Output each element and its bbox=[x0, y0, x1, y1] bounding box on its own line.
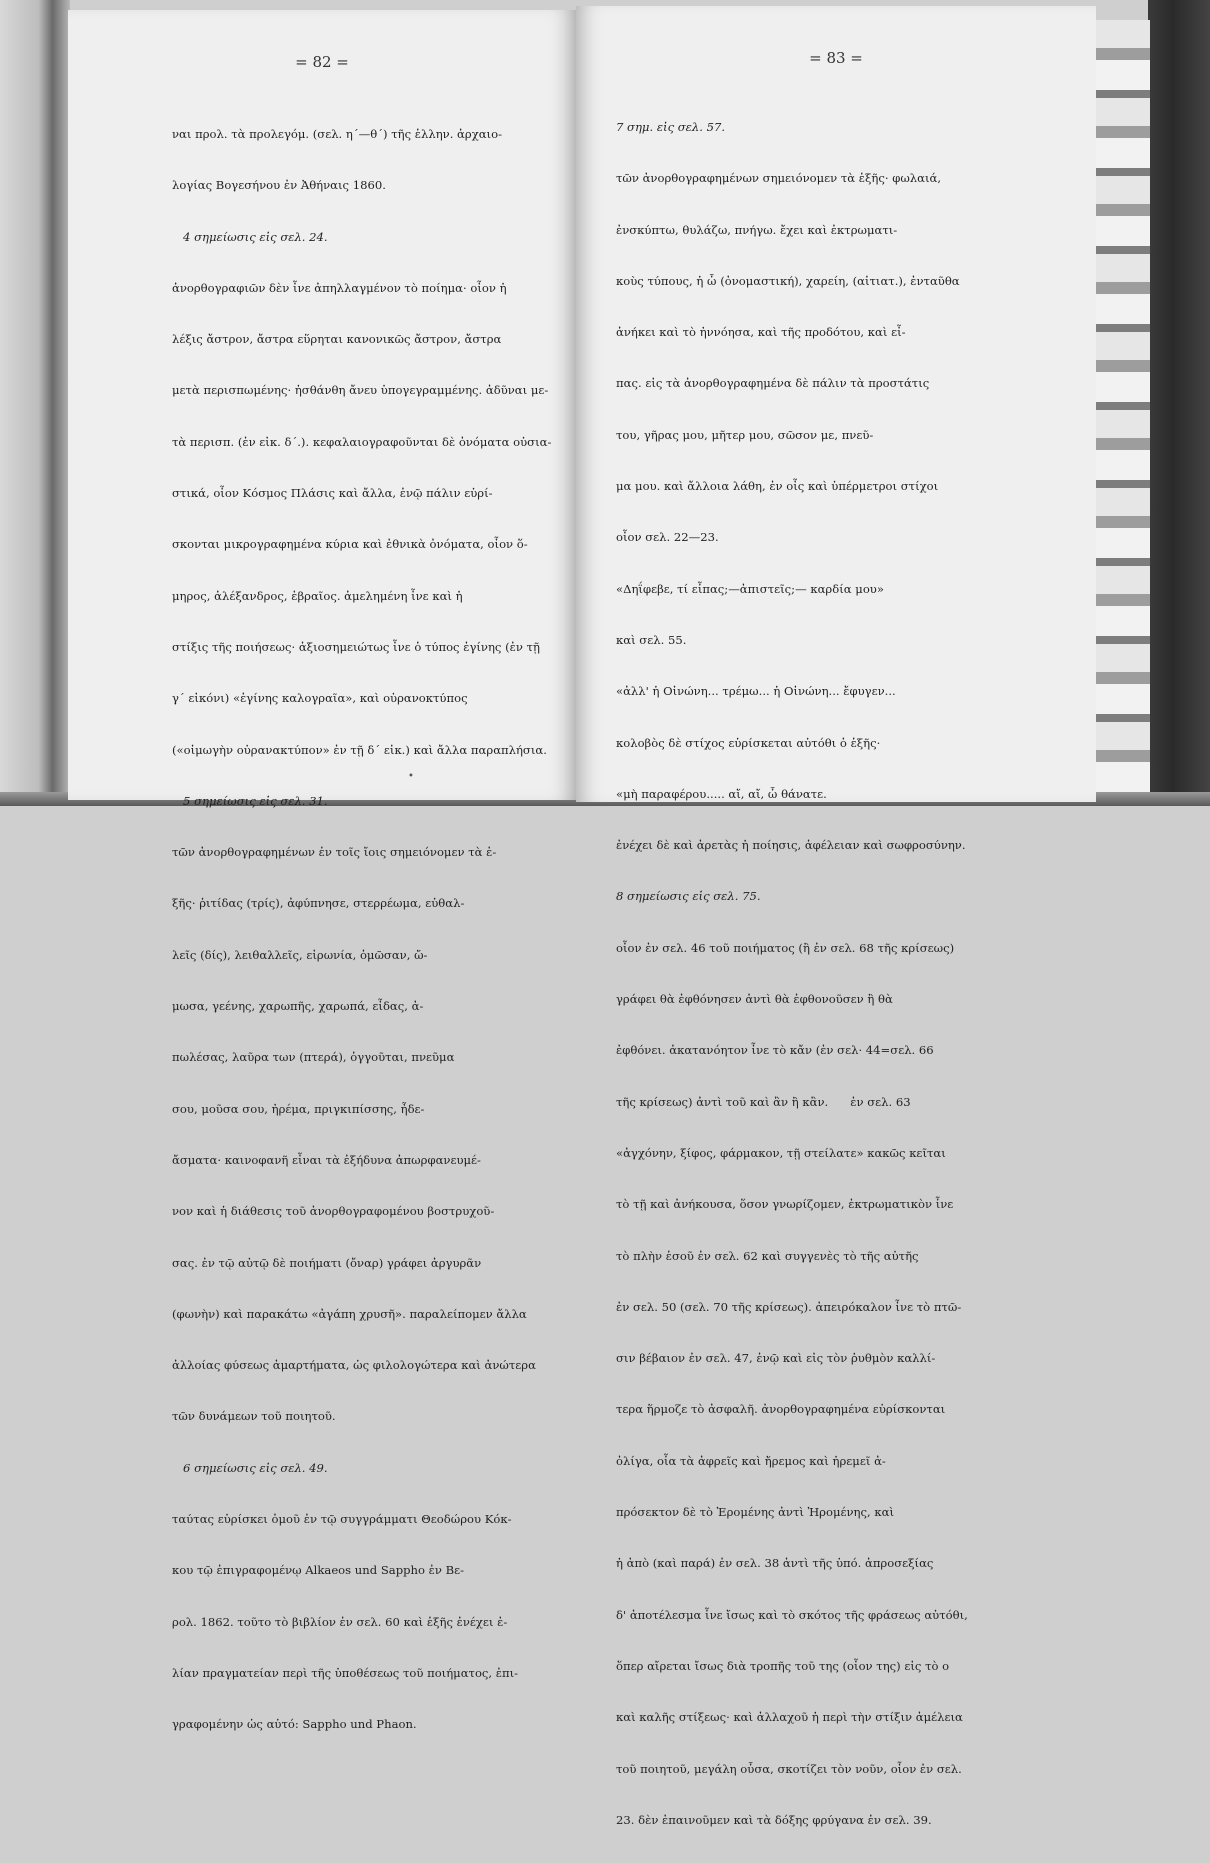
text-line: κοὺς τύπους, ἡ ὦ (ὀνομαστική), χαρείη, (αἰτιατ.), ἐνταῦθα bbox=[616, 273, 960, 288]
text-line: «ἀγχόνην, ξίφος, φάρμακον, τῇ στείλατε» κακῶς κεῖται bbox=[616, 1145, 946, 1160]
text-line: καὶ σελ. 55. bbox=[616, 632, 687, 647]
text-line: νον καὶ ἡ διάθεσις τοῦ ἀνορθογραφομένου βοστρυχοῦ- bbox=[172, 1204, 495, 1219]
text-line: σκονται μικρογραφημένα κύρια καὶ ἐθνικὰ ὀνόματα, οἷον ὅ- bbox=[172, 537, 528, 552]
left-page bbox=[68, 10, 576, 1732]
text-line: μετὰ περισπωμένης· ἠσθάνθη ἄνευ ὑπογεγραμμένης. ἀδῦναι με- bbox=[172, 383, 549, 398]
text-line: λεῖς (δίς), λειθαλλεῖς, εἰρωνία, ὁμῶσαν, ὤ- bbox=[172, 947, 428, 962]
text-line: τερα ἥρμοζε τὸ ἀσφαλῆ. ἀνορθογραφημένα εὑρίσκονται bbox=[616, 1402, 946, 1417]
note-heading: 7 σημ. εἰς σελ. 57. bbox=[616, 120, 726, 134]
text-line: γ΄ εἰκόνι) «ἐγίνης καλογραῖα», καὶ οὐρανοκτύπος bbox=[172, 691, 468, 706]
text-line: σου, μοῦσα σου, ἠρέμα, πριγκιπίσσης, ἦδε- bbox=[172, 1101, 425, 1116]
text-line: ταύτας εὑρίσκει ὁμοῦ ἐν τῷ συγγράμματι Θεοδώρου Κόκ- bbox=[172, 1512, 512, 1527]
text-line: κου τῷ ἐπιγραφομένῳ Alkaeos und Sappho ἐν Βε- bbox=[172, 1563, 465, 1578]
text-line: ἐνέχει δὲ καὶ ἀρετὰς ἡ ποίησις, ἀφέλειαν καὶ σωφροσύνην. bbox=[616, 838, 966, 853]
text-line: τῶν ἀνορθογραφημένων ἐν τοῖς ἴοις σημειόνομεν τὰ ἑ- bbox=[172, 845, 497, 860]
text-line: γραφομένην ὡς αὐτό: Sappho und Phaon. bbox=[172, 1717, 417, 1732]
text-line: πας. εἰς τὰ ἀνορθογραφημένα δὲ πάλιν τὰ προστάτις bbox=[616, 376, 930, 391]
text-line: λέξις ἄστρον, ἄστρα εὕρηται κανονικῶς ἄστρον, ἄστρα bbox=[172, 332, 502, 347]
text-line: δ' ἀποτέλεσμα ἶνε ἴσως καὶ τὸ σκότος τῆς φράσεως αὐτόθι, bbox=[616, 1607, 968, 1622]
book-cover bbox=[1148, 0, 1210, 806]
note-heading: 5 σημείωσις εἰς σελ. 31. bbox=[172, 793, 328, 808]
text-line: τοῦ ποιητοῦ, μεγάλη οὖσα, σκοτίζει τὸν νοῦν, οἷον ἐν σελ. bbox=[616, 1761, 962, 1776]
text-line: οἷον ἐν σελ. 46 τοῦ ποιήματος (ἢ ἐν σελ. 68 τῆς κρίσεως) bbox=[616, 940, 955, 955]
text-line: κολοβὸς δὲ στίχος εὑρίσκεται αὐτόθι ὁ ἑξῆς· bbox=[616, 735, 881, 750]
text-line: πωλέσας, λαῦρα των (πτερά), ὀγγοῦται, πνεῦμα bbox=[172, 1050, 455, 1065]
text-line: λογίας Βογεσήνου ἐν Ἀθήναις 1860. bbox=[172, 178, 386, 193]
page-number: = 82 = bbox=[295, 53, 349, 71]
text-line: ξῆς· ῥιτίδας (τρίς), ἀφύπνησε, στερρέωμα, εὐθαλ- bbox=[172, 896, 465, 911]
text-line: μηρος, ἀλέξανδρος, ἑβραῖος. ἀμελημένη ἶνε καὶ ἡ bbox=[172, 588, 463, 603]
text-line: του, γῆρας μου, μῆτερ μου, σῶσον με, πνεῦ- bbox=[616, 427, 874, 442]
text-line: «ἀλλ' ἡ Οἰνώνη... τρέμω... ἡ Οἰνώνη... ἔφυγεν... bbox=[616, 684, 896, 699]
text-line: οἷον σελ. 22—23. bbox=[616, 530, 719, 545]
text-line: σας. ἐν τῷ αὐτῷ δὲ ποιήματι (ὄναρ) γράφει ἀργυρᾶν bbox=[172, 1255, 482, 1270]
text-line: πρόσεκτον δὲ τὸ Ἐρομένης ἀντὶ Ἠρομένης, καὶ bbox=[616, 1505, 894, 1520]
text-line: σιν βέβαιον ἐν σελ. 47, ἐνῷ καὶ εἰς τὸν ῥυθμὸν καλλί- bbox=[616, 1351, 936, 1366]
text-line: ἀνορθογραφιῶν δὲν ἶνε ἀπηλλαγμένον τὸ ποίημα· οἷον ἡ bbox=[172, 280, 507, 295]
text-line: μα μου. καὶ ἄλλοια λάθη, ἐν οἷς καὶ ὑπέρμετροι στίχοι bbox=[616, 479, 939, 494]
note-heading: 8 σημείωσις εἰς σελ. 75. bbox=[616, 889, 761, 904]
text-line: ἐφθόνει. ἀκατανόητον ἶνε τὸ κἄν (ἐν σελ· 44=σελ. 66 bbox=[616, 1043, 934, 1058]
text-line: «Δηΐφεβε, τί εἶπας;—ἀπιστεῖς;— καρδία μου» bbox=[616, 581, 884, 596]
text-line: ἡ ἀπὸ (καὶ παρά) ἐν σελ. 38 ἀντὶ τῆς ὑπό. ἀπροσεξίας bbox=[616, 1556, 934, 1571]
text-line: 23. δὲν ἐπαινοῦμεν καὶ τὰ δόξης φρύγανα ἐν σελ. 39. bbox=[616, 1812, 932, 1827]
text-line: τὰ περισπ. (ἐν εἰκ. δ΄.). κεφαλαιογραφοῦνται δὲ ὀνόματα οὐσια- bbox=[172, 434, 552, 449]
text-line: στίξις τῆς ποιήσεως· ἀξιοσημειώτως ἶνε ὁ τύπος ἐγίνης (ἐν τῇ bbox=[172, 639, 540, 654]
book-left-edge bbox=[0, 0, 70, 806]
note-heading: 4 σημείωσις εἰς σελ. 24. bbox=[172, 229, 328, 244]
text-line: τῆς κρίσεως) ἀντὶ τοῦ καὶ ἂν ἢ κἂν. ἐν σελ. 63 bbox=[616, 1094, 911, 1109]
text-line: τὸ τῇ καὶ ἀνήκουσα, ὅσον γνωρίζομεν, ἐκτρωματικὸν ἶνε bbox=[616, 1197, 954, 1212]
text-line: («οἰμωγὴν οὐρανακτύπον» ἐν τῇ δ΄ εἰκ.) καὶ ἄλλα παραπλήσια. bbox=[172, 742, 547, 757]
text-line: ἐνσκύπτω, θυλάζω, πνήγω. ἔχει καὶ ἐκτρωματι- bbox=[616, 222, 898, 237]
text-line: «μὴ παραφέρου..... αἴ, αἴ, ὦ θάνατε. bbox=[616, 786, 827, 801]
text-line: τῶν ἀνορθογραφημένων σημειόνομεν τὰ ἑξῆς· φωλαιά, bbox=[616, 171, 942, 186]
text-line: ἀλλοίας φύσεως ἁμαρτήματα, ὡς φιλολογώτερα καὶ ἀνώτερα bbox=[172, 1358, 536, 1373]
text-line: τὸ πλὴν ἑσοῦ ἐν σελ. 62 καὶ συγγενὲς τὸ τῆς αὐτῆς bbox=[616, 1248, 919, 1263]
right-page bbox=[576, 6, 1096, 1827]
text-line: ναι προλ. τὰ προλεγόμ. (σελ. η΄—θ΄) τῆς ἑλλην. ἀρχαιο- bbox=[172, 127, 503, 141]
text-line: λίαν πραγματείαν περὶ τῆς ὑποθέσεως τοῦ ποιήματος, ἐπι- bbox=[172, 1665, 519, 1680]
text-line: ἀνήκει καὶ τὸ ἠννόησα, καὶ τῆς προδότου, καὶ εἶ- bbox=[616, 325, 906, 340]
page-edges bbox=[1092, 20, 1150, 806]
text-line: (φωνὴν) καὶ παρακάτω «ἀγάπη χρυσῆ». παραλείπομεν ἄλλα bbox=[172, 1306, 527, 1321]
text-line: ὀλίγα, οἷα τὰ ἀφρεῖς καὶ ἤρεμος καὶ ἠρεμεῖ ἀ- bbox=[616, 1453, 886, 1468]
text-line: ἄσματα· καινοφανῆ εἶναι τὰ ἐξήδυνα ἀπωρφανευμέ- bbox=[172, 1152, 481, 1167]
page-number: = 83 = bbox=[809, 49, 863, 67]
text-line: τῶν δυνάμεων τοῦ ποιητοῦ. bbox=[172, 1409, 336, 1424]
note-heading: 6 σημείωσις εἰς σελ. 49. bbox=[172, 1460, 328, 1475]
text-line: ἐν σελ. 50 (σελ. 70 τῆς κρίσεως). ἀπειρόκαλον ἶνε τὸ πτῶ- bbox=[616, 1299, 962, 1314]
text-line: στικά, οἷον Κόσμος Πλάσις καὶ ἄλλα, ἐνῷ πάλιν εὑρί- bbox=[172, 486, 493, 501]
left-page-text bbox=[172, 92, 552, 1768]
right-page-text bbox=[616, 85, 1016, 1863]
text-line: γράφει θὰ ἐφθόνησεν ἀντὶ θὰ ἐφθονοῦσεν ἢ θὰ bbox=[616, 992, 893, 1007]
text-line: ὅπερ αἴρεται ἴσως διὰ τροπῆς τοῦ της (οἷον της) εἰς τὸ ο bbox=[616, 1658, 950, 1673]
text-line: ρολ. 1862. τοῦτο τὸ βιβλίον ἐν σελ. 60 καὶ ἑξῆς ἐνέχει ἐ- bbox=[172, 1614, 508, 1629]
ink-dot: • bbox=[408, 771, 414, 782]
text-line: μωσα, γεένης, χαρωπῆς, χαρωπά, εἶδας, ἀ- bbox=[172, 999, 424, 1014]
text-line: καὶ καλῆς στίξεως· καὶ ἀλλαχοῦ ἡ περὶ τὴν στίξιν ἀμέλεια bbox=[616, 1710, 963, 1725]
